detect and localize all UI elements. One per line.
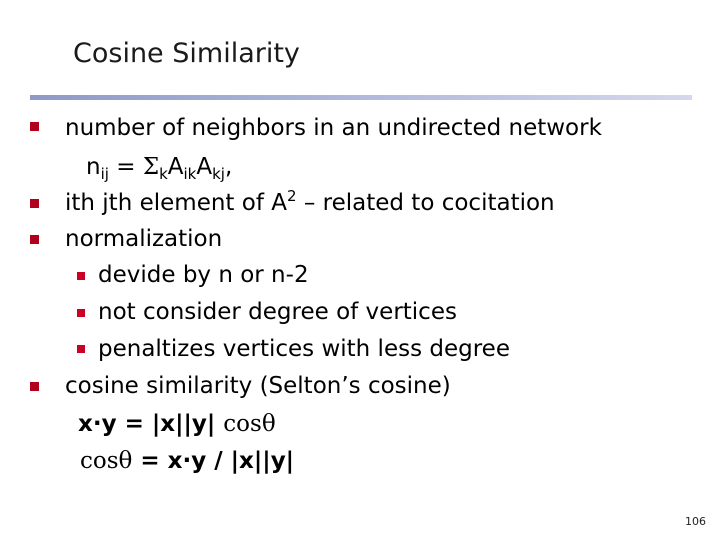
sub-bullet-2-text: not consider degree of vertices	[98, 299, 457, 325]
bullet-marker-3	[30, 235, 39, 244]
bullet-1-text: number of neighbors in an undirected network	[65, 115, 602, 141]
bullet-1-formula	[86, 153, 232, 181]
sub-bullet-marker-3	[77, 345, 85, 353]
bullet-2-post: – related to cocitation	[296, 190, 555, 216]
formula-a2-sub: kj	[212, 165, 225, 183]
bullet-2-sup: 2	[286, 187, 297, 205]
slide-title: Cosine Similarity	[73, 38, 300, 69]
bullet-marker-4	[30, 382, 39, 391]
formula-sigma: Σ	[142, 154, 160, 180]
title-divider	[30, 95, 692, 100]
equation-2-right: = x·y / |x||y|	[132, 448, 295, 474]
bullet-2-text	[65, 189, 555, 217]
equation-2	[80, 447, 294, 475]
bullet-3-text: normalization	[65, 226, 223, 252]
sub-bullet-marker-2	[77, 309, 85, 317]
sub-bullet-marker-1	[77, 272, 85, 280]
bullet-marker-2	[30, 199, 39, 208]
formula-a1: A	[167, 154, 184, 180]
formula-n-sub: ij	[100, 165, 109, 183]
bullet-marker-1	[30, 122, 39, 131]
formula-eq: =	[108, 154, 143, 180]
formula-tail: ,	[224, 154, 233, 180]
equation-1-right: cosθ	[223, 411, 276, 437]
formula-n: n	[86, 154, 101, 180]
bullet-4-text: cosine similarity (Selton’s cosine)	[65, 373, 451, 399]
equation-1	[78, 410, 276, 438]
formula-sigma-sub: k	[159, 165, 168, 183]
page-number: 106	[685, 515, 706, 528]
bullet-2-pre: ith jth element of A	[65, 190, 287, 216]
sub-bullet-3-text: penaltizes vertices with less degree	[98, 336, 510, 362]
equation-2-left: cosθ	[80, 448, 133, 474]
formula-a2: A	[196, 154, 213, 180]
equation-1-left: x·y = |x||y|	[78, 411, 224, 437]
formula-a1-sub: ik	[183, 165, 197, 183]
sub-bullet-1-text: devide by n or n-2	[98, 262, 309, 288]
